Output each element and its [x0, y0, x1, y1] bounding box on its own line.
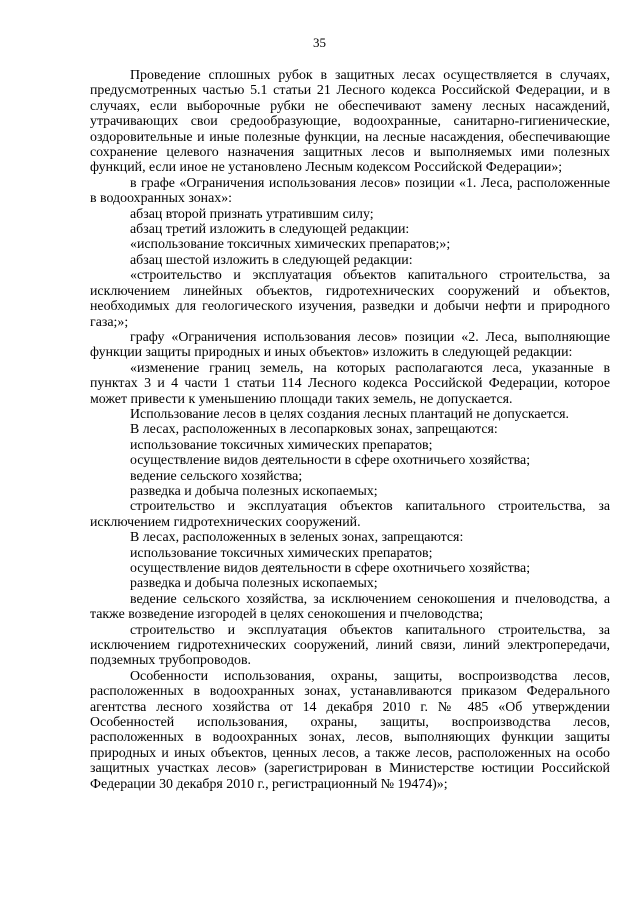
paragraph: Использование лесов в целях создания лесных плантаций не допускается.	[130, 406, 570, 422]
paragraph: использование токсичных химических препаратов;	[130, 545, 433, 561]
paragraph: строительство и эксплуатация объектов капитального строительства, за исключением гидротехнических сооружений, линий связи, линий электропередачи, подземных трубопроводов.	[90, 622, 610, 669]
paragraph: графу «Ограничения использования лесов» позиции «2. Леса, выполняющие функции защиты природных и иных объектов» изложить в следующей редакции:	[90, 329, 610, 361]
paragraph: разведка и добыча полезных ископаемых;	[130, 483, 378, 499]
paragraph: осуществление видов деятельности в сфере охотничьего хозяйства;	[130, 561, 531, 576]
paragraph: абзац шестой изложить в следующей редакции:	[130, 252, 413, 268]
paragraph: Особенности использования, охраны, защиты, воспроизводства лесов, расположенных в водоохранных зонах, устанавливаются приказом Федерального агентства лесного хозяйства от 14 декабря 2010 г. № 485 «Об утверждении Особенностей использования, охраны, защиты, воспроизводства лесов, расположенных в водоохранных зонах, лесов, выполняющих функции защиты природных и иных объектов, ценных лесов, а также лесов, расположенных на особо защитных участках лесов» (зарегистрирован в Министерстве юстиции Российской Федерации 30 декабря 2010 г., регистрационный № 19474)»;	[90, 668, 610, 792]
paragraph: строительство и эксплуатация объектов капитального строительства, за исключением гидротехнических сооружений.	[90, 499, 610, 530]
paragraph: В лесах, расположенных в зеленых зонах, запрещаются:	[130, 530, 464, 546]
page-number: 35	[313, 35, 326, 50]
paragraph: в графе «Ограничения использования лесов» позиции «1. Леса, расположенные в водоохранных зонах»:	[90, 175, 610, 207]
paragraph: В лесах, расположенных в лесопарковых зонах, запрещаются:	[130, 422, 498, 438]
paragraph: ведение сельского хозяйства;	[130, 468, 303, 484]
paragraph: абзац третий изложить в следующей редакции:	[130, 222, 410, 238]
paragraph: абзац второй признать утратившим силу;	[130, 206, 374, 222]
paragraph: «использование токсичных химических препаратов;»;	[130, 237, 451, 253]
paragraph: разведка и добыча полезных ископаемых;	[130, 576, 378, 592]
paragraph: использование токсичных химических препаратов;	[130, 437, 433, 453]
paragraph: «изменение границ земель, на которых располагаются леса, указанные в пунктах 3 и 4 части 1 статьи 114 Лесного кодекса Российской Федерации, которое может привести к уменьшению площади таких земель, не допускается.	[90, 360, 610, 407]
paragraph: осуществление видов деятельности в сфере охотничьего хозяйства;	[130, 453, 531, 469]
paragraph: ведение сельского хозяйства, за исключением сенокошения и пчеловодства, а также возведение изгородей в целях сенокошения и пчеловодства;	[90, 591, 610, 623]
paragraph: Проведение сплошных рубок в защитных лесах осуществляется в случаях, предусмотренных частью 5.1 статьи 21 Лесного кодекса Российской Федерации, и в случаях, если выборочные рубки не обеспечивают замену лесных насаждений, утрачивающих свои средообразующие, водоохранные, санитарно-гигиенические, оздоровительные и иные полезные функции, на лесные насаждения, обеспечивающие сохранение целевого назначения защитных лесов и выполняемых ими полезных функций, если иное не установлено Лесным кодексом Российской Федерации»;	[90, 68, 610, 176]
document-body	[90, 68, 610, 792]
paragraph: «строительство и эксплуатация объектов капитального строительства, за исключением линейных объектов, гидротехнических сооружений и объектов, необходимых для геологического изучения, разведки и добычи нефти и природного газа;»;	[90, 268, 610, 330]
